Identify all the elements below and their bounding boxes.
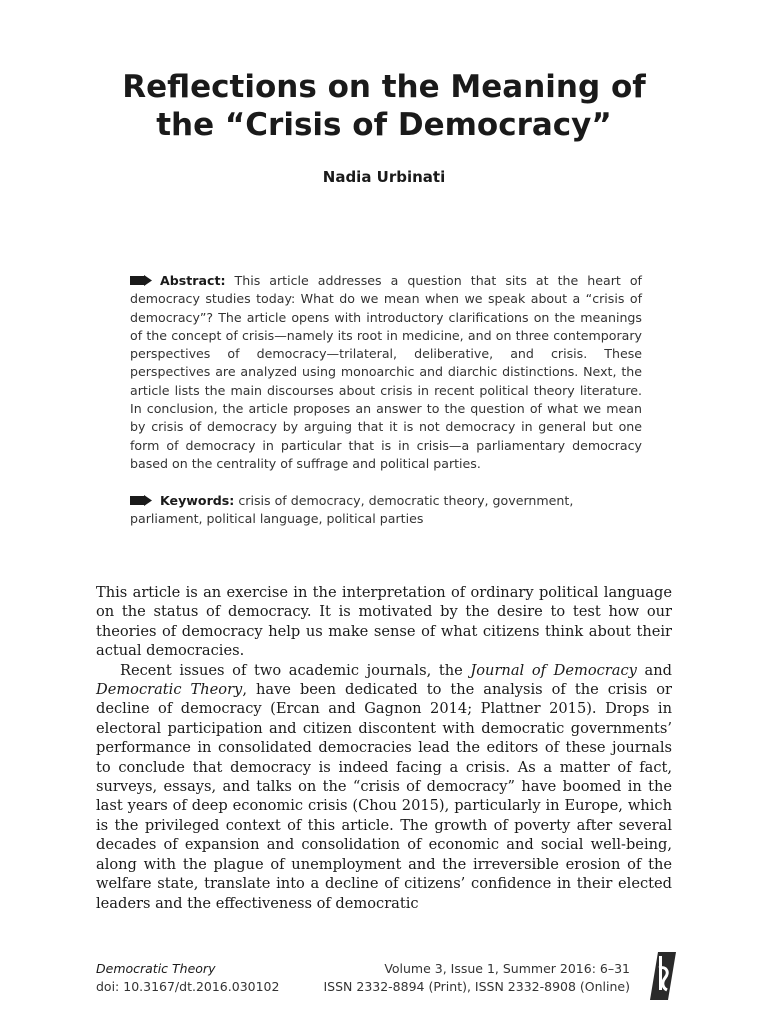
abstract-text: This article addresses a question that sits at the heart of democracy studies today: What do we mean when we speak about a “crisis of democracy”? The article opens with introductory clarifications on the meanings of the concept of crisis—namely its root in medicine, and on three contemporary perspectives of democracy—trilateral, deliberative, and crisis. These perspectives are analyzed using monoarchic and diarchic distinctions. Next, the article lists the main discourses about crisis in recent political theory literature. In conclusion, the article proposes an answer to the question of what we mean by crisis of democracy by arguing that it is not democracy in general but one form of democracy in particular that is in crisis—a parliamentary democracy based on the centrality of suffrage and political parties.: [130, 273, 642, 471]
footer-right: [323, 960, 630, 996]
abstract-label: Abstract:: [160, 273, 226, 288]
journal-reference: Journal of Democracy: [470, 661, 637, 679]
footer-journal-name: Democratic Theory: [96, 961, 216, 976]
keywords-block: [130, 492, 642, 529]
body-text: and: [636, 661, 672, 679]
body-paragraph-2: [96, 661, 672, 913]
footer-volume: Volume 3, Issue 1, Summer 2016: 6–31: [384, 961, 630, 976]
title-line-2: the “Crisis of Democracy”: [156, 107, 612, 143]
body-text: Recent issues of two academic journals, the: [120, 661, 471, 679]
body-text: , have been dedicated to the analysis of the crisis or decline of democracy (Ercan and Gagnon 2014; Plattner 2015). Drops in electoral participation and citizen discontent with democratic governments’ performance in consolidated democracies lead the editors of these journals to conclude that democracy is indeed facing a crisis. As a matter of fact, surveys, essays, and talks on the “crisis of democracy” have boomed in the last years of deep economic crisis (Chou 2015), particularly in Europe, which is the privileged context of this article. The growth of poverty after several decades of expansion and consolidation of economic and social well-being, along with the plague of unemployment and the irreversible erosion of the welfare state, translate into a decline of citizens’ confidence in their elected leaders and the effectiveness of democratic: [96, 681, 672, 912]
article-title: [0, 68, 768, 144]
arrow-marker-icon: [130, 495, 154, 506]
journal-reference: Democratic Theory: [96, 681, 243, 699]
publisher-logo-icon: [650, 952, 676, 1000]
arrow-marker-icon: [130, 275, 154, 286]
body-paragraph-1: This article is an exercise in the interpretation of ordinary political language on the status of democracy. It is motivated by the desire to test how our theories of democracy help us make sense of what citizens think about their actual democracies.: [96, 584, 672, 660]
keywords-text: crisis of democracy, democratic theory, government, parliament, political language, political parties: [130, 493, 574, 527]
abstract-block: [130, 272, 642, 473]
keywords-label: Keywords:: [160, 493, 235, 508]
author-name: Nadia Urbinati: [322, 168, 446, 186]
article-body: [96, 583, 672, 913]
footer-doi: doi: 10.3167/dt.2016.030102: [96, 979, 280, 994]
footer-left: [96, 960, 279, 996]
title-line-1: Reflections on the Meaning of: [122, 69, 646, 105]
footer-issn: ISSN 2332-8894 (Print), ISSN 2332-8908 (Online): [323, 979, 630, 994]
